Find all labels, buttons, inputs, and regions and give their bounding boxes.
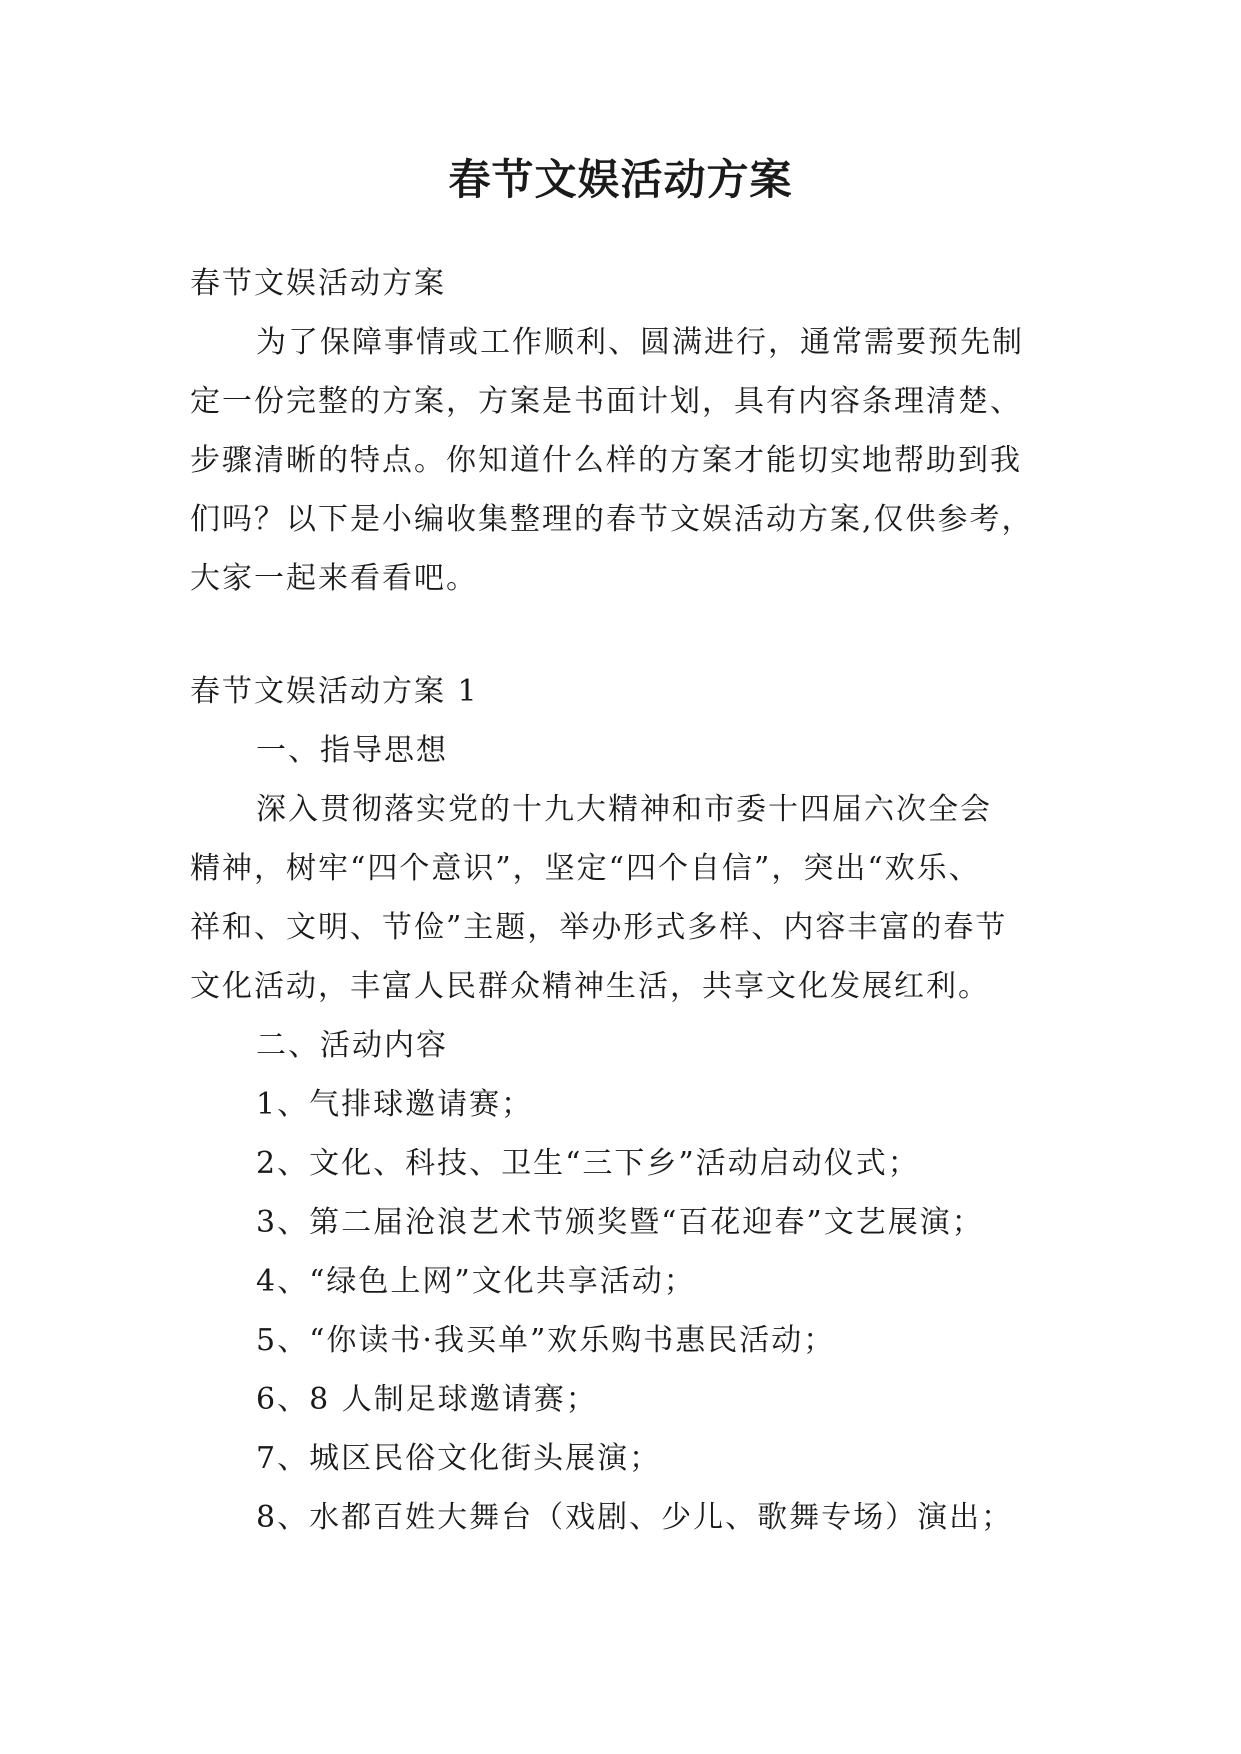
list-item: 4、“绿色上网”文化共享活动； bbox=[256, 1264, 696, 1299]
intro-line: 为了保障事情或工作顺利、圆满进行，通常需要预先制 bbox=[256, 325, 1024, 360]
intro-line: 大家一起来看看吧。 bbox=[190, 561, 478, 596]
section-gap bbox=[190, 608, 1070, 662]
intro-line: 们吗？以下是小编收集整理的春节文娱活动方案,仅供参考， bbox=[190, 502, 1034, 537]
list-item: 2、文化、科技、卫生“三下乡”活动启动仪式； bbox=[256, 1146, 920, 1181]
list-item: 5、“你读书·我买单”欢乐购书惠民活动； bbox=[256, 1323, 836, 1358]
part-heading-activity-content: 二、活动内容 bbox=[256, 1028, 448, 1063]
list-item: 3、第二届沧浪艺术节颁奖暨“百花迎春”文艺展演； bbox=[256, 1205, 984, 1240]
section-heading: 春节文娱活动方案 1 bbox=[190, 674, 479, 709]
intro-line: 步骤清晰的特点。你知道什么样的方案才能切实地帮助到我 bbox=[190, 443, 1022, 478]
list-item: 8、水都百姓大舞台（戏剧、少儿、歌舞专场）演出； bbox=[256, 1500, 1014, 1535]
document-title: 春节文娱活动方案 bbox=[448, 155, 793, 204]
subtitle: 春节文娱活动方案 bbox=[190, 266, 446, 301]
paragraph-line: 祥和、文明、节俭”主题，举办形式多样、内容丰富的春节 bbox=[190, 910, 1008, 945]
part-heading-guiding-ideology: 一、指导思想 bbox=[256, 733, 448, 768]
paragraph-line: 深入贯彻落实党的十九大精神和市委十四届六次全会 bbox=[256, 792, 992, 827]
list-item: 6、8 人制足球邀请赛； bbox=[256, 1382, 598, 1417]
paragraph-line: 文化活动，丰富人民群众精神生活，共享文化发展红利。 bbox=[190, 969, 990, 1004]
document-body bbox=[190, 254, 1070, 1547]
list-item: 1、气排球邀请赛； bbox=[256, 1087, 534, 1122]
paragraph-line: 精神，树牢“四个意识”，坚定“四个自信”，突出“欢乐、 bbox=[190, 851, 981, 886]
intro-line: 定一份完整的方案，方案是书面计划，具有内容条理清楚、 bbox=[190, 384, 1022, 419]
list-item: 7、城区民俗文化街头展演； bbox=[256, 1441, 662, 1476]
